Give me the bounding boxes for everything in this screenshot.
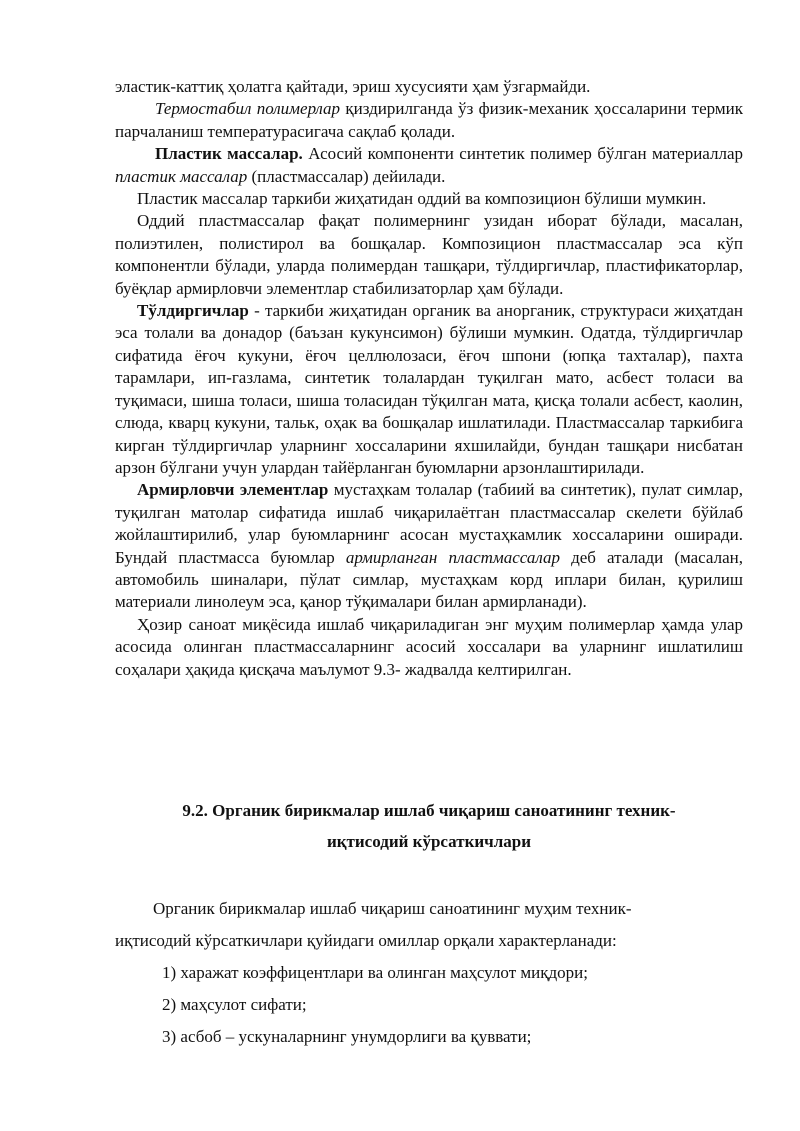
section-heading-line-1: 9.2. Органик бирикмалар ишлаб чиқариш саноатининг техник- <box>182 801 676 820</box>
list-item: 3) асбоб – ускуналарнинг унумдорлиги ва қуввати; <box>162 1027 532 1046</box>
list-item: 1) харажат коэффицентлари ва олинган маҳсулот миқдори; <box>162 963 588 982</box>
bold-term: Пластик массалар. <box>155 144 303 164</box>
paragraph-text: Пластик массалар таркиби жиҳатидан оддий ва композицион бўлиши мумкин. <box>137 189 707 209</box>
section-heading-line-2: иқтисодий кўрсаткичлари <box>326 832 532 851</box>
list-item: 2) маҳсулот сифати; <box>162 995 307 1014</box>
paragraph-text: (пластмассалар) дейилади. <box>247 166 446 186</box>
bold-term: Тўлдиргичлар <box>137 301 249 321</box>
paragraph-polymers-table <box>115 614 743 681</box>
paragraph-text: деб аталади (масалан, автомобиль шиналари, пўлат симлар, мустаҳкам корд иплари билан, қурилиш материали линолеум эса, қанор тўқималари билан армирланади). <box>115 547 743 612</box>
paragraph-text: қиздирилганда ўз физик-механик ҳоссаларини термик парчаланиш температурасигача сақлаб қолади. <box>115 99 743 141</box>
bold-term: Армирловчи элементлар <box>137 480 329 500</box>
paragraph-continuation <box>115 76 743 98</box>
paragraph-text: - таркиби жиҳатидан органик ва анорганик, структураси жиҳатдан эса толали ва донадор (баъзан кукунсимон) бўлиши мумкин. Одатда, тўлдиргичлар сифатида ёғоч кукуни, ёғоч целлюлозаси, ёғоч шпони (юпқа тахталар), пахта тарамлари, ип-газлама, синтетик толалардан туқилган мато, асбест толаси ва туқимаси, шиша толаси, шиша толасидан тўқилган мата, қисқа толали асбест, каолин, слюда, кварц кукуни, тальк, оҳак ва бошқалар ишлатилади. Пластмассалар таркибига кирган тўлдиргичлар уларнинг хоссаларини яхшилайди, бундан ташқари нисбатан арзон бўлгани учун улардан тайёрланган буюмларни арзонлаштирилади. <box>115 301 743 477</box>
paragraph-simple-plastics <box>115 210 743 300</box>
paragraph-text: мустаҳкам толалар (табиий ва синтетик), пулат симлар, туқилган матолар сифатида ишлаб чиқарилаётган пластмассалар скелети бўйлаб жойлаштирилиб, улар буюмларнинг асосан мустаҳкамлик хоссаларини оширади. Бундай пластмасса буюмлар <box>115 480 744 567</box>
paragraph-text: эластик-каттиқ ҳолатга қайтади, эриш хусусияти ҳам ўзгармайди. <box>115 77 591 96</box>
intro-line-2: иқтисодий кўрсаткичлари қуйидаги омиллар орқали характерланади: <box>115 931 617 950</box>
intro-line-1: Органик бирикмалар ишлаб чиқариш саноатининг муҳим техник- <box>153 899 632 918</box>
italic-term: армирланган пластмассалар <box>345 547 561 567</box>
paragraph-composition <box>115 188 743 210</box>
paragraph-text: Оддий пластмассалар фақат полимернинг узидан иборат бўлади, масалан, полиэтилен, полистирол ва бошқалар. Композицион пластмассалар эса кўп компонентли бўлади, уларда полимердан ташқари, тўлдиргичлар, пластификаторлар, буёқлар армирловчи элементлар стабилизаторлар ҳам бўлади. <box>115 211 743 298</box>
paragraph-text: Ҳозир саноат миқёсида ишлаб чиқариладиган энг муҳим полимерлар ҳамда улар асосида олинган пластмассаларнинг асосий хоссалари ва уларнинг ишлатилиш соҳалари ҳақида қисқача маълумот 9.3- жадвалда келтирилган. <box>115 614 743 679</box>
paragraph-thermostable <box>115 98 743 143</box>
italic-term: Термостабил полимерлар <box>155 99 341 119</box>
body-text <box>115 76 743 681</box>
paragraph-fillers <box>115 300 743 479</box>
paragraph-reinforcing <box>115 479 743 613</box>
italic-term: пластик массалар <box>115 166 248 186</box>
paragraph-text: Асосий компоненти синтетик полимер бўлган материаллар <box>302 144 744 164</box>
paragraph-plastic-masses <box>115 143 743 188</box>
